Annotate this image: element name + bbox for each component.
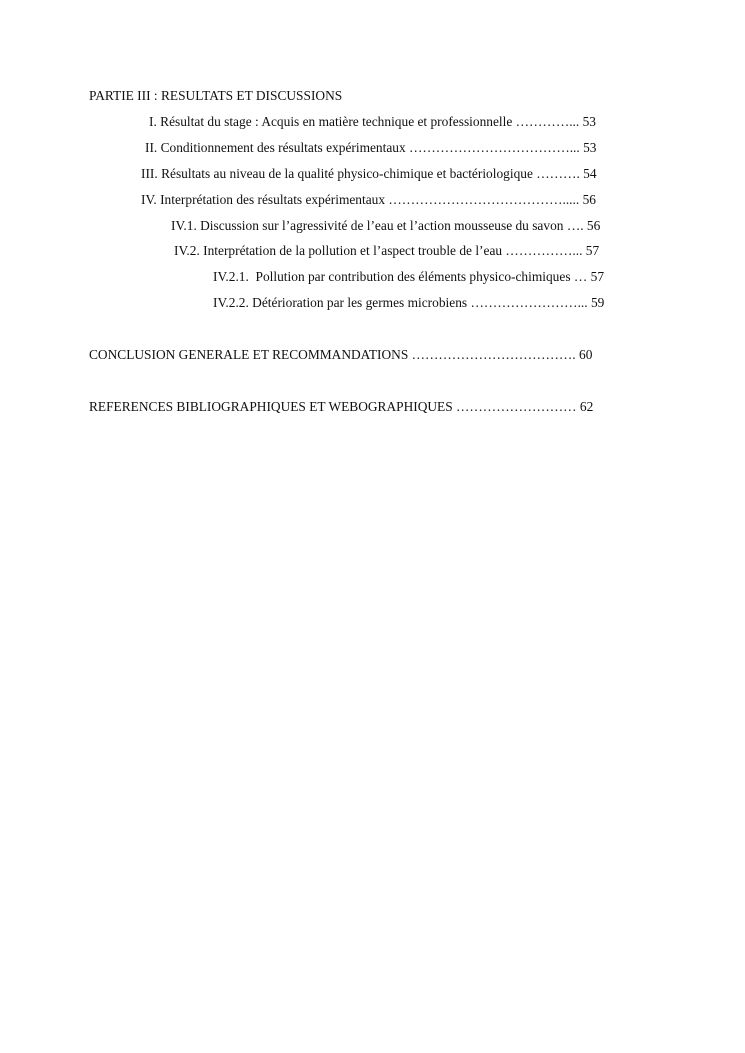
toc-entry-4-1: IV.1. Discussion sur l’agressivité de l’eau et l’action mousseuse du savon …. 56 (171, 218, 601, 233)
references-entry: REFERENCES BIBLIOGRAPHIQUES ET WEBOGRAPHIQUES ……………………… 62 (89, 399, 594, 414)
toc-entry-1: I. Résultat du stage : Acquis en matière technique et professionnelle …………... 53 (149, 114, 596, 129)
conclusion-entry: CONCLUSION GENERALE ET RECOMMANDATIONS ………………………………. 60 (89, 347, 593, 362)
toc-entry-4-2: IV.2. Interprétation de la pollution et l’aspect trouble de l’eau ……………... 57 (174, 243, 600, 258)
toc-entry-4-2-1: IV.2.1. Pollution par contribution des éléments physico-chimiques … 57 (213, 269, 605, 284)
toc-entry-4-2-2: IV.2.2. Détérioration par les germes microbiens ……………………... 59 (213, 295, 605, 310)
toc-entry-2: II. Conditionnement des résultats expérimentaux ………………………………... 53 (145, 140, 597, 155)
toc-entry-4: IV. Interprétation des résultats expérimentaux …………………………………..... 56 (141, 192, 596, 207)
toc-entry-3: III. Résultats au niveau de la qualité physico-chimique et bactériologique ………. 54 (141, 166, 597, 181)
part3-heading: PARTIE III : RESULTATS ET DISCUSSIONS (89, 88, 343, 103)
